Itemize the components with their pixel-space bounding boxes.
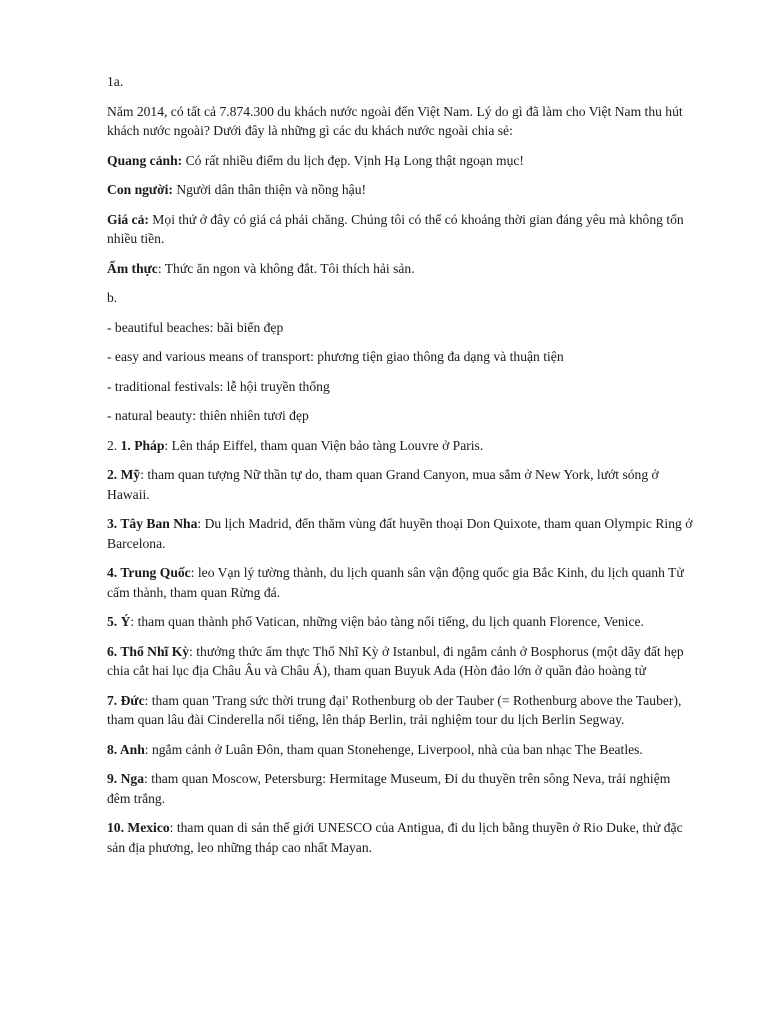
country-label: 6. Thổ Nhĩ Kỳ — [107, 643, 190, 659]
country-label: 3. Tây Ban Nha — [107, 516, 198, 531]
country-item-italy — [107, 612, 697, 632]
country-item-russia — [107, 769, 697, 808]
intro-paragraph: Năm 2014, có tất cả 7.874.300 du khách nước ngoài đến Việt Nam. Lý do gì đã làm cho Việt Nam thu hút khách nước ngoài? Dưới đây là những gì các du khách nước ngoài chia sẻ: — [107, 103, 683, 138]
country-label: 10. Mexico — [107, 820, 170, 835]
country-item-uk — [107, 740, 697, 760]
reason-label: Con người: — [107, 182, 173, 197]
vocab-item: - beautiful beaches: bãi biển đẹp — [107, 319, 284, 335]
country-label: 1. Pháp — [120, 437, 165, 453]
country-text: : Du lịch Madrid, đến thăm vùng đất huyền thoại Don Quixote, tham quan Olympic Ring ở Barcelona. — [107, 516, 693, 551]
section-heading-b: b. — [107, 290, 118, 305]
country-label: 9. Nga — [107, 771, 145, 786]
vocab-item: - traditional festivals: lễ hội truyền thống — [107, 378, 330, 394]
country-item-france — [107, 436, 697, 456]
reason-label: Ẩm thực — [107, 260, 158, 276]
reason-price — [107, 210, 697, 249]
reason-label: Giá cả: — [107, 211, 149, 227]
section-number-2: 2. — [107, 437, 121, 453]
reason-label: Quang cảnh: — [107, 152, 183, 168]
country-text: : Lên tháp Eiffel, tham quan Viện bảo tàng Louvre ở Paris. — [164, 437, 484, 453]
country-label: 8. Anh — [107, 741, 145, 757]
country-text: : thưởng thức ẩm thực Thổ Nhĩ Kỳ ở Istanbul, đi ngắm cảnh ở Bosphorus (một dãy đất hẹp chia cắt hai lục địa Châu Âu và Châu Á), tham quan Buyuk Ada (Hòn đảo lớn ở quần đảo hoàng tử — [107, 643, 684, 678]
document-page — [107, 72, 697, 867]
country-text: : tham quan di sản thế giới UNESCO của Antigua, đi du lịch bằng thuyền ở Rio Duke, thử đặc sản địa phương, leo những tháp cao nhất Mayan. — [107, 820, 683, 855]
country-text: : leo Vạn lý tường thành, du lịch quanh sân vận động quốc gia Bắc Kinh, du lịch quanh Tử cấm thành, tham quan Rừng đá. — [107, 565, 684, 600]
reason-people — [107, 180, 697, 200]
country-item-china — [107, 563, 697, 602]
country-text: : tham quan tượng Nữ thần tự do, tham quan Grand Canyon, mua sắm ở New York, lướt sóng ở Hawaii. — [107, 467, 659, 502]
country-text: : tham quan 'Trang sức thời trung đại' Rothenburg ob der Tauber (= Rothenburg above the Tauber), tham quan lâu đài Cinderella nổi tiếng, lên tháp Berlin, trải nghiệm tour du lịch Berlin Segway. — [107, 692, 682, 727]
country-label: 2. Mỹ — [107, 467, 141, 482]
reason-text: Người dân thân thiện và nồng hậu! — [172, 182, 367, 197]
country-text: : ngắm cảnh ở Luân Đôn, tham quan Stonehenge, Liverpool, nhà của ban nhạc The Beatles. — [144, 741, 643, 757]
reason-cuisine — [107, 259, 697, 279]
country-label: 7. Đức — [107, 692, 145, 708]
country-label: 4. Trung Quốc — [107, 565, 191, 580]
vocab-item: - easy and various means of transport: phương tiện giao thông đa dạng và thuận tiện — [107, 349, 564, 364]
reason-text: : Thức ăn ngon và không đắt. Tôi thích hải sản. — [157, 260, 415, 276]
vocab-item: - natural beauty: thiên nhiên tươi đẹp — [107, 408, 309, 423]
country-label: 5. Ý — [107, 614, 131, 629]
country-text: : tham quan Moscow, Petersburg: Hermitage Museum, Đi du thuyền trên sông Neva, trải nghiệm đêm trắng. — [107, 771, 671, 806]
country-item-mexico — [107, 818, 697, 857]
country-item-usa — [107, 465, 697, 504]
section-heading-1a: 1a. — [107, 74, 124, 89]
reason-text: Có rất nhiều điểm du lịch đẹp. Vịnh Hạ Long thật ngoạn mục! — [182, 152, 524, 168]
country-text: : tham quan thành phố Vatican, những viện bảo tàng nổi tiếng, du lịch quanh Florence, Venice. — [130, 614, 644, 629]
reason-scenery — [107, 151, 697, 171]
country-item-spain — [107, 514, 697, 553]
country-item-turkey — [107, 642, 697, 681]
country-item-germany — [107, 691, 697, 730]
reason-text: Mọi thứ ở đây có giá cả phải chăng. Chúng tôi có thể có khoảng thời gian đáng yêu mà không tốn nhiều tiền. — [107, 211, 684, 246]
